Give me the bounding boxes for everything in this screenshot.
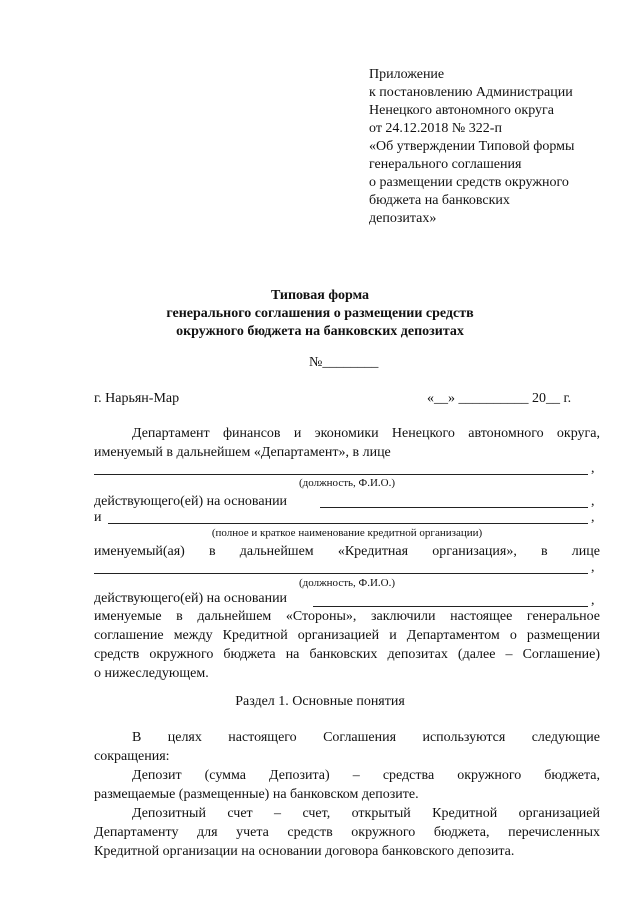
named-credit-org-line: именуемый(ая) в дальнейшем «Кредитная организация», в лице	[94, 544, 600, 559]
agreement-number: №________	[309, 355, 379, 370]
appendix-line: Приложение	[369, 67, 445, 82]
comma: ,	[591, 593, 595, 608]
city: г. Нарьян-Мар	[94, 391, 180, 406]
deposit-definition-line-2: размещаемые (размещенные) на банковском депозите.	[94, 787, 419, 802]
caption-credit-org: (полное и краткое наименование кредитной организации)	[211, 527, 483, 539]
definitions-intro-line-1: В целях настоящего Соглашения используются следующие	[132, 730, 600, 745]
account-definition-line-1: Депозитный счет – счет, открытый Кредитной организацией	[132, 806, 600, 821]
comma: ,	[591, 494, 595, 509]
appendix-line: генерального соглашения	[369, 157, 522, 172]
appendix-line: «Об утверждении Типовой формы	[369, 139, 575, 154]
appendix-line: депозитах»	[369, 211, 437, 226]
appendix-line: бюджета на банковских	[369, 193, 510, 208]
comma: ,	[591, 510, 595, 525]
parties-line-4: о нижеследующем.	[94, 666, 209, 681]
appendix-line: к постановлению Администрации	[369, 85, 573, 100]
parties-line-3: средств окружного бюджета на банковских депозитах (далее – Соглашение)	[94, 647, 600, 662]
fill-line-position-2	[94, 573, 588, 574]
account-definition-line-2: Департаменту для учета средств окружного бюджета, перечисленных	[94, 825, 600, 840]
acting-on-basis-label: действующего(ей) на основании	[94, 494, 288, 509]
parties-line-1: именуемые в дальнейшем «Стороны», заключили настоящее генеральное	[94, 609, 600, 624]
comma: ,	[591, 560, 595, 575]
section-heading: Раздел 1. Основные понятия	[235, 694, 405, 709]
document-title	[0, 287, 640, 341]
parties-line-2: соглашение между Кредитной организацией и Департаментом о размещении	[94, 628, 600, 643]
title-line: окружного бюджета на банковских депозитах	[176, 324, 464, 339]
comma: ,	[591, 461, 595, 476]
intro-line-1: Департамент финансов и экономики Ненецкого автономного округа,	[132, 426, 600, 441]
caption-position-name-2: (должность, Ф.И.О.)	[298, 577, 396, 589]
account-definition-line-3: Кредитной организации на основании договора банковского депозита.	[94, 844, 515, 859]
appendix-line: о размещении средств окружного	[369, 175, 569, 190]
definitions-intro-line-2: сокращения:	[94, 749, 170, 764]
agreement-date: «__» __________ 20__ г.	[427, 391, 572, 406]
deposit-definition-line-1: Депозит (сумма Депозита) – средства окружного бюджета,	[132, 768, 600, 783]
title-line: Типовая форма	[270, 288, 370, 303]
acting-on-basis-label-2: действующего(ей) на основании	[94, 591, 288, 606]
appendix-block	[369, 66, 574, 228]
title-line: генерального соглашения о размещении средств	[166, 306, 474, 321]
appendix-line: от 24.12.2018 № 322-п	[369, 121, 502, 136]
appendix-line: Ненецкого автономного округа	[369, 103, 554, 118]
fill-line-credit-org	[108, 523, 588, 524]
fill-line-basis	[320, 507, 588, 508]
and-label: и	[94, 510, 102, 525]
fill-line-position	[94, 474, 588, 475]
intro-line-2: именуемый в дальнейшем «Департамент», в лице	[94, 445, 391, 460]
caption-position-name: (должность, Ф.И.О.)	[298, 477, 396, 489]
